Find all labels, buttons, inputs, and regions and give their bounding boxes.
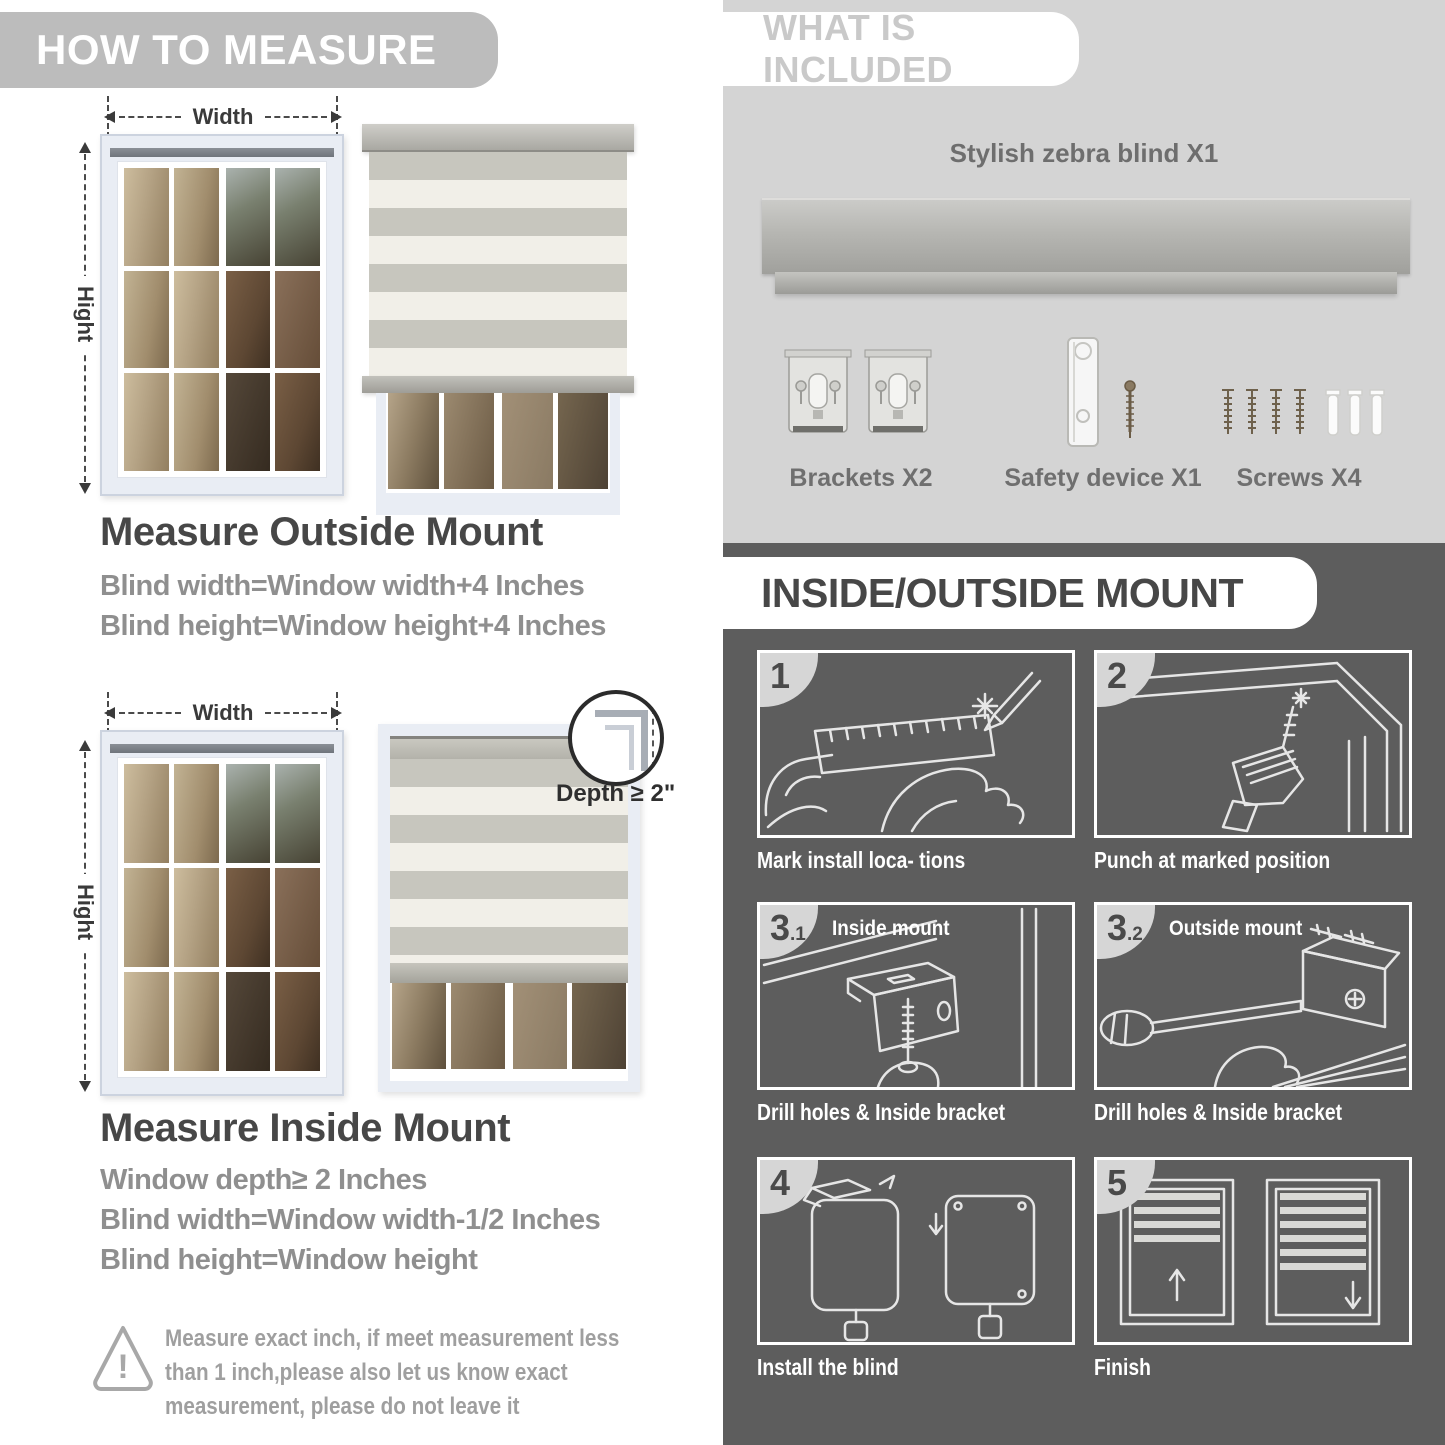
glass-pane bbox=[513, 983, 567, 1069]
window-glass bbox=[117, 757, 327, 1078]
glass-pane bbox=[124, 168, 169, 266]
outside-height-dimension bbox=[73, 144, 98, 492]
step-3-1 bbox=[757, 902, 1075, 1126]
frame-corner-inner bbox=[605, 725, 634, 770]
outside-rule-width: Blind width=Window width+4 Inches bbox=[100, 570, 585, 602]
glass-pane bbox=[275, 764, 320, 863]
step-1 bbox=[757, 650, 1075, 874]
what-is-included-section bbox=[723, 0, 1445, 543]
glass-pane bbox=[226, 764, 271, 863]
how-to-measure-title: HOW TO MEASURE bbox=[36, 26, 437, 73]
how-to-measure-banner bbox=[0, 12, 498, 88]
right-panel bbox=[723, 0, 1445, 1445]
warning-note-line1: Measure exact inch, if meet measurement less bbox=[165, 1325, 620, 1352]
what-is-included-banner bbox=[723, 7, 1079, 90]
glass-pane bbox=[275, 972, 320, 1071]
mount-banner bbox=[723, 557, 1317, 629]
glass-pane bbox=[226, 868, 271, 967]
height-label: Hight bbox=[72, 276, 98, 352]
inside-rule-width: Blind width=Window width-1/2 Inches bbox=[100, 1204, 601, 1236]
step-5 bbox=[1094, 1157, 1412, 1381]
glass-pane bbox=[124, 271, 169, 369]
screws-image bbox=[1218, 386, 1403, 446]
inside-rule-height: Blind height=Window height bbox=[100, 1244, 478, 1276]
safety-device-label: Safety device X1 bbox=[1004, 464, 1202, 492]
glass-pane bbox=[124, 868, 169, 967]
inside-rule-depth: Window depth≥ 2 Inches bbox=[100, 1164, 427, 1196]
glass-pane bbox=[275, 868, 320, 967]
glass-pane bbox=[174, 764, 219, 863]
glass-pane bbox=[124, 764, 169, 863]
glass-pane bbox=[226, 168, 271, 266]
inside-width-dimension bbox=[104, 700, 342, 726]
glass-pane bbox=[572, 983, 626, 1069]
window-glass bbox=[390, 983, 628, 1069]
product-label: Stylish zebra blind X1 bbox=[949, 138, 1219, 168]
glass-pane bbox=[226, 972, 271, 1071]
step-badge: 4 bbox=[760, 1160, 818, 1214]
inside-height-dimension bbox=[73, 742, 98, 1090]
window-top-strip bbox=[110, 148, 334, 157]
outside-width-dimension bbox=[104, 104, 342, 130]
window-illustration-inside bbox=[100, 730, 344, 1096]
arrow-down-icon bbox=[79, 1081, 91, 1092]
step-caption: Finish bbox=[1094, 1354, 1151, 1380]
outside-rule-height: Blind height=Window height+4 Inches bbox=[100, 610, 606, 642]
width-label: Width bbox=[192, 104, 254, 129]
glass-pane bbox=[444, 393, 495, 489]
glass-pane bbox=[174, 271, 219, 369]
blind-bottom-rail bbox=[362, 376, 634, 393]
glass-pane bbox=[275, 168, 320, 266]
step-badge: 3.1 bbox=[760, 905, 818, 959]
glass-pane bbox=[124, 373, 169, 471]
what-is-included-title: WHAT IS INCLUDED bbox=[763, 7, 953, 90]
blind-headrail-lip bbox=[775, 272, 1397, 294]
glass-pane bbox=[174, 168, 219, 266]
step-4 bbox=[757, 1157, 1075, 1381]
depth-dashed-line bbox=[652, 708, 654, 768]
step-caption: Drill holes & Inside bracket bbox=[757, 1099, 1006, 1125]
step-badge: 2 bbox=[1097, 653, 1155, 707]
glass-pane bbox=[226, 373, 271, 471]
step-inline-label: Inside mount bbox=[832, 917, 950, 940]
warning-note-line2: than 1 inch,please also let us know exact bbox=[165, 1359, 568, 1386]
arrow-left-icon bbox=[104, 111, 115, 123]
arrow-right-icon bbox=[331, 111, 342, 123]
arrow-left-icon bbox=[104, 707, 115, 719]
blind-headrail bbox=[362, 124, 634, 152]
glass-pane bbox=[502, 393, 553, 489]
glass-pane bbox=[174, 972, 219, 1071]
width-label: Width bbox=[192, 700, 254, 725]
mount-title: INSIDE/OUTSIDE MOUNT bbox=[761, 569, 1244, 616]
screws-label: Screws X4 bbox=[1236, 464, 1362, 492]
svg-text:!: ! bbox=[117, 1348, 129, 1386]
warning-note-line3: measurement, please do not leave it bbox=[165, 1393, 520, 1420]
arrow-right-icon bbox=[331, 707, 342, 719]
step-badge: 1 bbox=[760, 653, 818, 707]
depth-label: Depth ≥ 2" bbox=[556, 780, 676, 807]
step-caption: Drill holes & Inside bracket bbox=[1094, 1099, 1343, 1125]
arrow-up-icon bbox=[79, 142, 91, 153]
safety-device-image bbox=[1058, 336, 1168, 450]
height-label: Hight bbox=[72, 874, 98, 950]
step-badge: 3.2 bbox=[1097, 905, 1155, 959]
arrow-down-icon bbox=[79, 483, 91, 494]
blind-headrail-product-image bbox=[762, 198, 1410, 274]
glass-pane bbox=[392, 983, 446, 1069]
zebra-blind-outside-illustration bbox=[362, 124, 634, 515]
step-3-2 bbox=[1094, 902, 1412, 1126]
blind-fabric bbox=[369, 152, 627, 376]
glass-pane bbox=[275, 373, 320, 471]
glass-pane bbox=[558, 393, 609, 489]
window-top-strip bbox=[110, 744, 334, 753]
glass-pane bbox=[388, 393, 439, 489]
step-caption: Punch at marked position bbox=[1094, 847, 1331, 873]
step-badge: 5 bbox=[1097, 1160, 1155, 1214]
depth-magnifier-icon bbox=[568, 690, 664, 786]
arrow-up-icon bbox=[79, 740, 91, 751]
warning-triangle-icon bbox=[90, 1322, 156, 1394]
brackets-image bbox=[783, 342, 933, 442]
outside-mount-title: Measure Outside Mount bbox=[100, 510, 543, 554]
glass-pane bbox=[275, 271, 320, 369]
step-inline-label: Outside mount bbox=[1169, 917, 1303, 940]
step-2 bbox=[1094, 650, 1412, 874]
brackets-label: Brackets X2 bbox=[789, 464, 933, 492]
step-caption: Install the blind bbox=[757, 1354, 899, 1380]
glass-pane bbox=[174, 373, 219, 471]
glass-pane bbox=[451, 983, 505, 1069]
window-glass bbox=[117, 161, 327, 478]
glass-pane bbox=[124, 972, 169, 1071]
glass-pane bbox=[226, 271, 271, 369]
glass-pane bbox=[174, 868, 219, 967]
mount-steps-section bbox=[723, 543, 1445, 1445]
step-caption: Mark install loca- tions bbox=[757, 847, 966, 873]
blind-bottom-rail bbox=[390, 963, 628, 983]
inside-mount-title: Measure Inside Mount bbox=[100, 1106, 511, 1150]
window-sill bbox=[390, 1069, 628, 1081]
window-below-blind bbox=[376, 393, 620, 515]
window-illustration-outside bbox=[100, 134, 344, 496]
